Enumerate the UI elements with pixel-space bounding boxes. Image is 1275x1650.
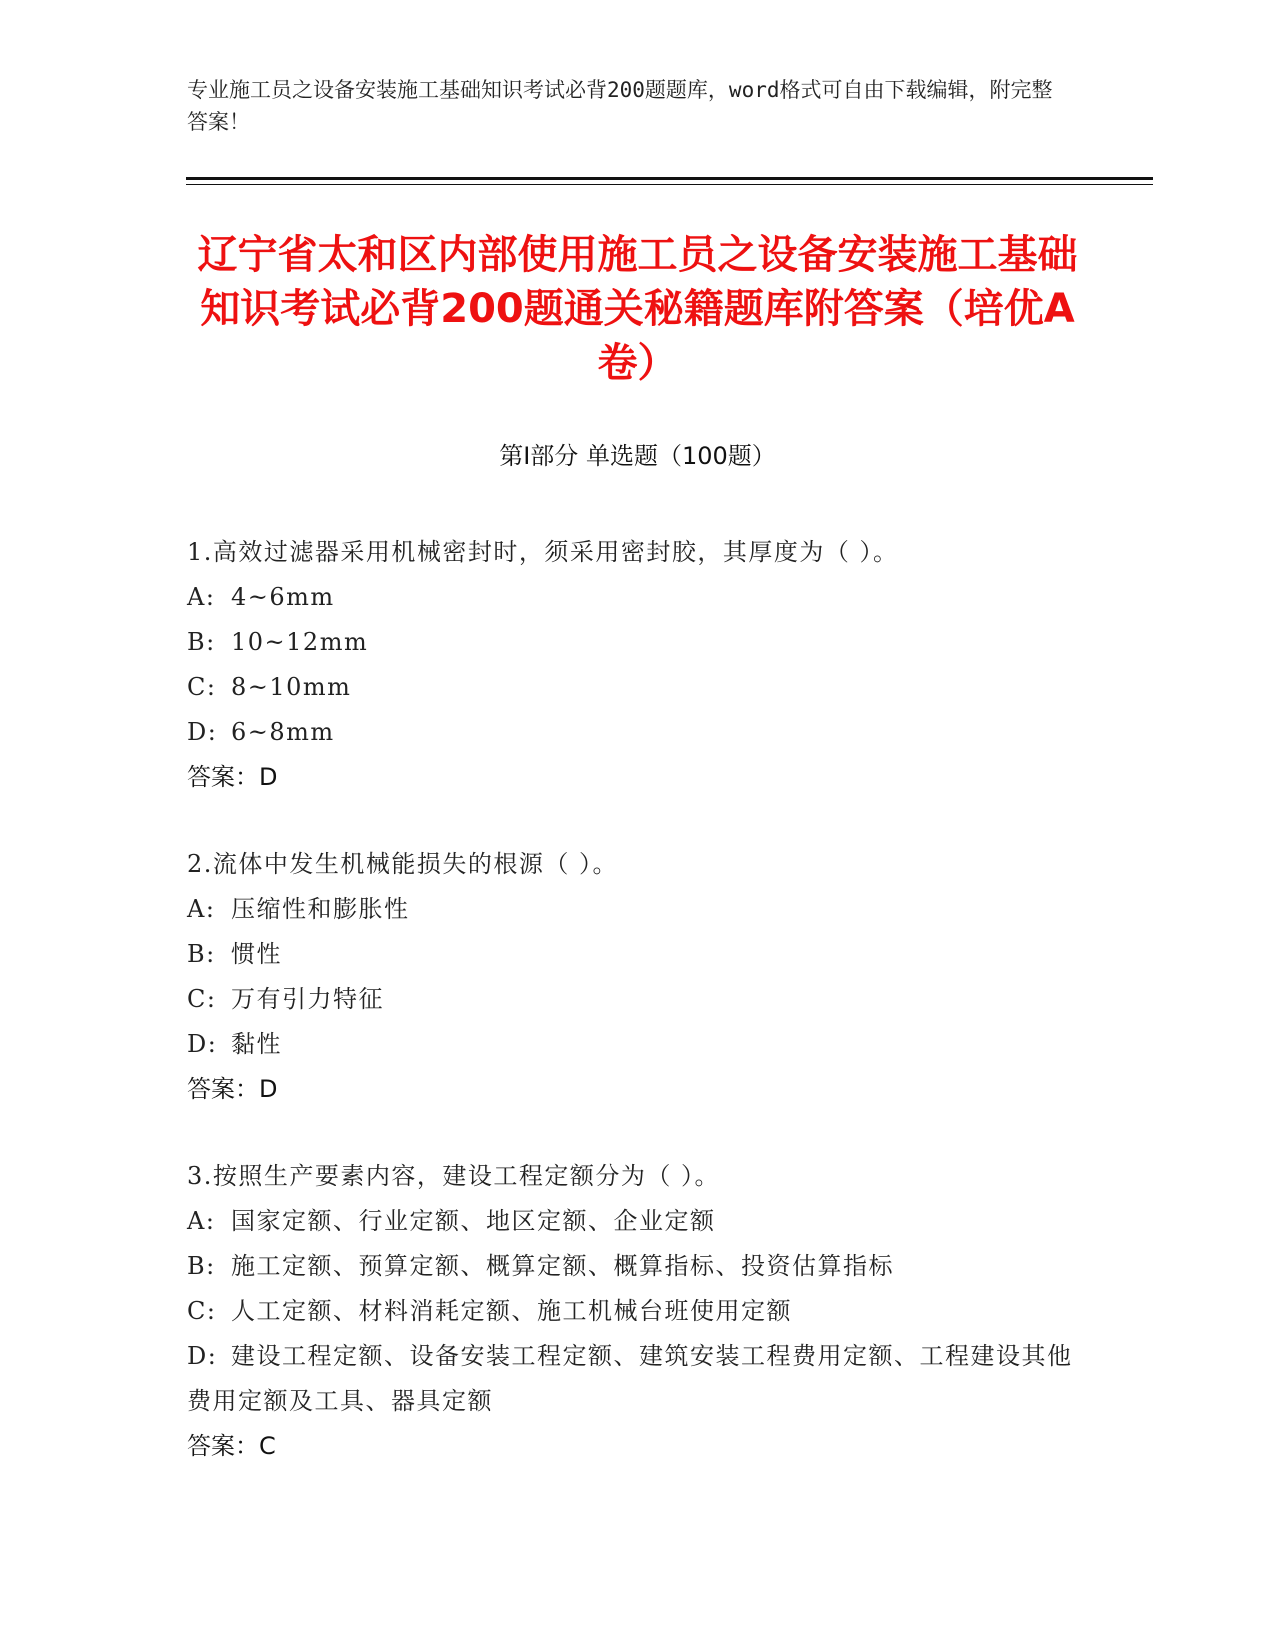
option-key: D: <box>187 1030 218 1058</box>
option-text: 6~8mm <box>231 718 335 746</box>
question-stem: 3.按照生产要素内容，建设工程定额分为（ ）。 <box>187 1162 721 1190</box>
answer: 答案：D <box>187 1075 278 1103</box>
answer: 答案：C <box>187 1432 276 1460</box>
option-d <box>187 1022 1077 1067</box>
option-text: 黏性 <box>231 1030 282 1058</box>
option-b <box>187 1244 1077 1289</box>
option-key: C: <box>187 1297 217 1325</box>
option-c <box>187 977 1077 1022</box>
option-key: D: <box>187 1342 218 1370</box>
option-c <box>187 665 1077 710</box>
section-heading: 第I部分 单选题（100题） <box>499 442 776 470</box>
option-key: A: <box>187 895 216 923</box>
header-note: 专业施工员之设备安装施工基础知识考试必背200题题库，word格式可自由下载编辑，附完整答案！ <box>187 78 1053 134</box>
option-a <box>187 575 1077 620</box>
option-text: 人工定额、材料消耗定额、施工机械台班使用定额 <box>231 1297 792 1325</box>
option-text: 4~6mm <box>231 583 335 611</box>
header-rule-thin <box>186 184 1153 185</box>
option-text: 惯性 <box>231 940 282 968</box>
option-key: A: <box>187 583 216 611</box>
document-title: 辽宁省太和区内部使用施工员之设备安装施工基础知识考试必背200题通关秘籍题库附答案（培优A卷） <box>197 232 1078 386</box>
question-1 <box>187 530 1077 800</box>
option-text: 万有引力特征 <box>231 985 384 1013</box>
option-key: B: <box>187 628 216 656</box>
option-text: 10~12mm <box>231 628 369 656</box>
question-stem: 1.高效过滤器采用机械密封时，须采用密封胶，其厚度为（ ）。 <box>187 538 899 566</box>
question-stem: 2.流体中发生机械能损失的根源（ ）。 <box>187 850 619 878</box>
option-key: C: <box>187 673 217 701</box>
option-c <box>187 1289 1077 1334</box>
option-key: A: <box>187 1207 216 1235</box>
question-list <box>187 530 1077 1511</box>
option-d <box>187 710 1077 755</box>
option-a <box>187 1199 1077 1244</box>
option-text: 国家定额、行业定额、地区定额、企业定额 <box>231 1207 716 1235</box>
option-text: 8~10mm <box>231 673 352 701</box>
answer: 答案：D <box>187 763 278 791</box>
option-key: B: <box>187 1252 216 1280</box>
option-text: 施工定额、预算定额、概算定额、概算指标、投资估算指标 <box>231 1252 894 1280</box>
option-b <box>187 620 1077 665</box>
option-key: B: <box>187 940 216 968</box>
header-rule-thick <box>186 177 1153 180</box>
question-3 <box>187 1154 1077 1469</box>
option-b <box>187 932 1077 977</box>
option-key: D: <box>187 718 218 746</box>
option-d <box>187 1334 1077 1424</box>
question-2 <box>187 842 1077 1112</box>
option-a <box>187 887 1077 932</box>
option-text: 压缩性和膨胀性 <box>231 895 410 923</box>
option-text: 建设工程定额、设备安装工程定额、建筑安装工程费用定额、工程建设其他费用定额及工具、器具定额 <box>187 1342 1073 1415</box>
option-key: C: <box>187 985 217 1013</box>
